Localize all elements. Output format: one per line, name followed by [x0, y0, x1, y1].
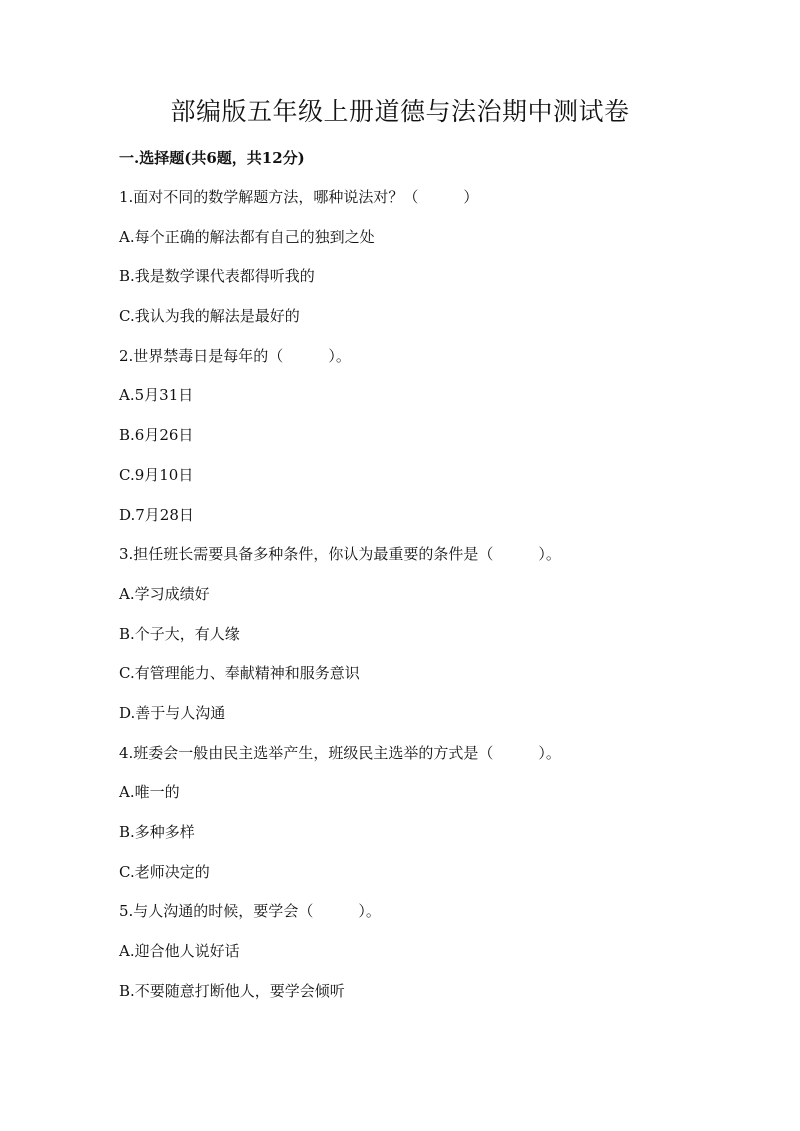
question-4-option-a: A.唯一的 [119, 783, 180, 802]
section-heading: 一.选择题(共6题，共12分) [119, 149, 305, 167]
question-3-option-c: C.有管理能力、奉献精神和服务意识 [119, 664, 360, 683]
question-2-option-d: D.7月28日 [119, 505, 194, 524]
page-title: 部编版五年级上册道德与法治期中测试卷 [170, 97, 630, 126]
question-4-option-b: B.多种多样 [119, 823, 195, 841]
question-2-option-c: C.9月10日 [119, 465, 194, 484]
question-1-option-b: B.我是数学课代表都得听我的 [119, 267, 315, 286]
question-4-stem: 4.班委会一般由民主选举产生，班级民主选举的方式是（ ）。 [119, 743, 561, 762]
question-3-option-d: D.善于与人沟通 [119, 703, 226, 722]
question-3-option-a: A.学习成绩好 [119, 584, 210, 603]
question-1-option-a: A.每个正确的解法都有自己的独到之处 [119, 227, 375, 246]
question-2-option-b: B.6月26日 [119, 426, 194, 445]
question-3-stem: 3.担任班长需要具备多种条件，你认为最重要的条件是（ ）。 [119, 545, 561, 564]
question-5-option-b: B.不要随意打断他人，要学会倾听 [119, 981, 345, 1000]
question-1-option-c: C.我认为我的解法是最好的 [119, 307, 300, 326]
question-2-stem: 2.世界禁毒日是每年的（ ）。 [119, 346, 351, 365]
question-2-option-a: A.5月31日 [119, 386, 194, 405]
question-list [119, 186, 739, 1019]
question-3-option-b: B.个子大，有人缘 [119, 624, 240, 643]
question-5-option-a: A.迎合他人说好话 [119, 942, 240, 961]
question-5-stem: 5.与人沟通的时候，要学会（ ）。 [119, 902, 381, 921]
question-1-stem: 1.面对不同的数学解题方法，哪种说法对？（ ） [119, 188, 479, 206]
question-4-option-c: C.老师决定的 [119, 862, 210, 881]
